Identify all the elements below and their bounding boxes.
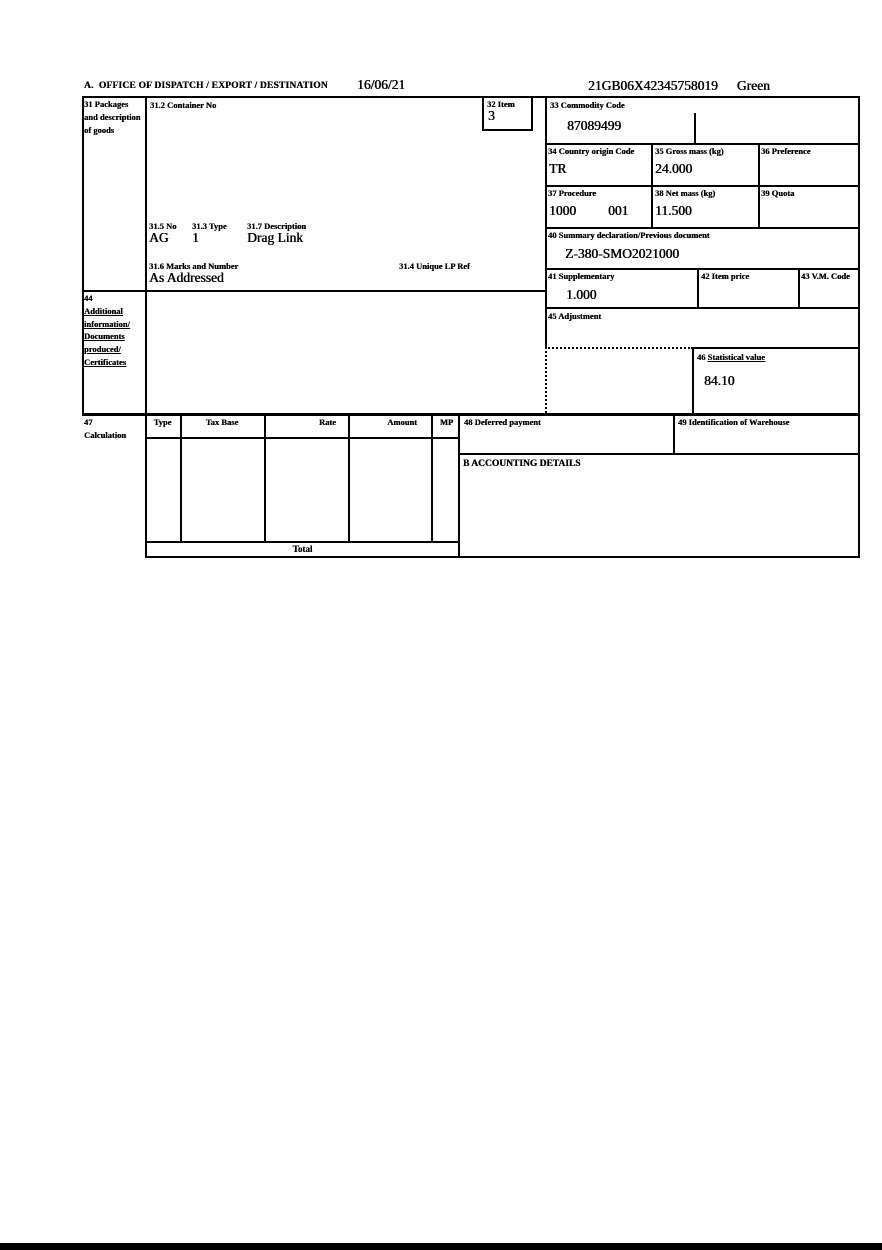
box31-7-description-value: Drag Link bbox=[247, 230, 303, 245]
form-right-border bbox=[858, 96, 860, 558]
box34-country-origin-label: 34 Country origin Code bbox=[548, 146, 635, 156]
calc-table-column-line bbox=[264, 413, 266, 541]
box44-number: 44 bbox=[84, 293, 93, 303]
row-divider bbox=[545, 185, 860, 187]
row-divider bbox=[545, 143, 860, 145]
box31-4-unique-lp-ref-label: 31.4 Unique LP Ref bbox=[399, 261, 470, 271]
calc-header-amount: Amount bbox=[387, 417, 417, 427]
section-separator-line bbox=[82, 413, 860, 416]
box37-procedure-label: 37 Procedure bbox=[548, 188, 597, 198]
calc-table-column-line bbox=[348, 413, 350, 541]
row-divider bbox=[545, 268, 860, 270]
section-b-accounting-details-label: B ACCOUNTING DETAILS bbox=[463, 459, 581, 469]
box33-commodity-code-value: 87089499 bbox=[567, 118, 621, 133]
box31-5-no-value: AG bbox=[149, 230, 169, 245]
box34-country-origin-value: TR bbox=[549, 161, 567, 176]
box32-bottom-border bbox=[482, 129, 533, 131]
form-top-border bbox=[82, 96, 860, 98]
box32-item-value: 3 bbox=[488, 108, 495, 123]
box39-quota-label: 39 Quota bbox=[761, 188, 795, 198]
section-a-title: A. OFFICE OF DISPATCH / EXPORT / DESTINATION bbox=[84, 81, 328, 91]
box44-additional-info-label: 44 Additional information/ Documents produced/ Certificates bbox=[84, 292, 144, 369]
page-bottom-edge bbox=[0, 1243, 882, 1250]
box48-deferred-payment-label: 48 Deferred payment bbox=[464, 417, 541, 427]
calc-total-label: Total bbox=[292, 544, 313, 554]
calc-header-tax-base: Tax Base bbox=[205, 417, 239, 427]
box46-top-border bbox=[692, 347, 860, 349]
mrn-line bbox=[588, 78, 770, 94]
calc-table-column-line bbox=[180, 413, 182, 541]
box45-adjustment-label: 45 Adjustment bbox=[548, 311, 602, 321]
box38-net-mass-value: 11.500 bbox=[655, 203, 692, 218]
box31-2-container-label: 31.2 Container No bbox=[150, 100, 217, 110]
box31-6-marks-label: 31.6 Marks and Number bbox=[149, 261, 239, 271]
box33-commodity-code-label: 33 Commodity Code bbox=[550, 100, 625, 110]
dotted-vertical-line bbox=[545, 347, 547, 413]
column-divider bbox=[798, 268, 800, 309]
box33-subdivision-line bbox=[694, 113, 696, 143]
calc-header-mp: MP bbox=[439, 417, 454, 427]
box32-item-label: 32 Item bbox=[487, 99, 515, 109]
box48-bottom-border bbox=[458, 453, 860, 455]
calc-table-total-topline bbox=[145, 541, 460, 543]
box42-item-price-label: 42 Item price bbox=[701, 271, 750, 281]
center-column-divider bbox=[545, 96, 547, 349]
box37-procedure-value2: 001 bbox=[608, 203, 629, 218]
row-divider bbox=[545, 227, 860, 229]
box35-gross-mass-value: 24.000 bbox=[655, 161, 693, 176]
label-column-divider bbox=[145, 96, 147, 558]
box31-box44-divider bbox=[82, 290, 547, 292]
box31-3-type-value: 1 bbox=[192, 230, 199, 245]
row-divider bbox=[545, 307, 860, 309]
box31-7-description-label: 31.7 Description bbox=[247, 221, 307, 231]
box38-net-mass-label: 38 Net mass (kg) bbox=[655, 188, 716, 198]
calc-table-column-line bbox=[431, 413, 433, 541]
calc-table-header-underline bbox=[145, 437, 460, 439]
calc-header-rate: Rate bbox=[319, 417, 336, 427]
dotted-horizontal-line bbox=[545, 347, 693, 349]
box46-statistical-value-label: 46 Statistical value bbox=[697, 352, 765, 362]
box32-left-border bbox=[482, 96, 484, 131]
box48-box49-divider bbox=[673, 413, 675, 455]
box40-summary-declaration-value: Z-380-SMO2021000 bbox=[565, 246, 679, 261]
box35-gross-mass-label: 35 Gross mass (kg) bbox=[655, 146, 724, 156]
box31-3-type-label: 31.3 Type bbox=[192, 221, 227, 231]
box31-label: 31 Packages and description of goods bbox=[84, 99, 141, 136]
box40-summary-declaration-label: 40 Summary declaration/Previous document bbox=[548, 230, 710, 240]
box31-6-marks-value: As Addressed bbox=[149, 270, 224, 285]
box41-supplementary-value: 1.000 bbox=[566, 287, 597, 302]
box36-preference-label: 36 Preference bbox=[761, 146, 811, 156]
box46-statistical-value: 84.10 bbox=[704, 373, 735, 388]
calc-table-right-border bbox=[458, 413, 460, 558]
declaration-date: 16/06/21 bbox=[357, 77, 406, 92]
box46-left-border bbox=[692, 347, 694, 413]
routing-status: Green bbox=[736, 78, 770, 93]
box49-warehouse-label: 49 Identification of Warehouse bbox=[678, 417, 790, 427]
mrn-number: 21GB06X42345758019 bbox=[588, 78, 718, 93]
box47-calculation-label: 47 Calculation bbox=[84, 417, 127, 440]
box37-procedure-value: 1000 bbox=[549, 203, 576, 218]
box41-supplementary-label: 41 Supplementary bbox=[548, 271, 615, 281]
form-bottom-border bbox=[145, 556, 860, 558]
column-divider bbox=[697, 268, 699, 309]
calc-header-type: Type bbox=[153, 417, 172, 427]
box31-5-no-label: 31.5 No bbox=[149, 221, 177, 231]
box43-vm-code-label: 43 V.M. Code bbox=[801, 271, 850, 281]
box32-right-border bbox=[531, 96, 533, 131]
